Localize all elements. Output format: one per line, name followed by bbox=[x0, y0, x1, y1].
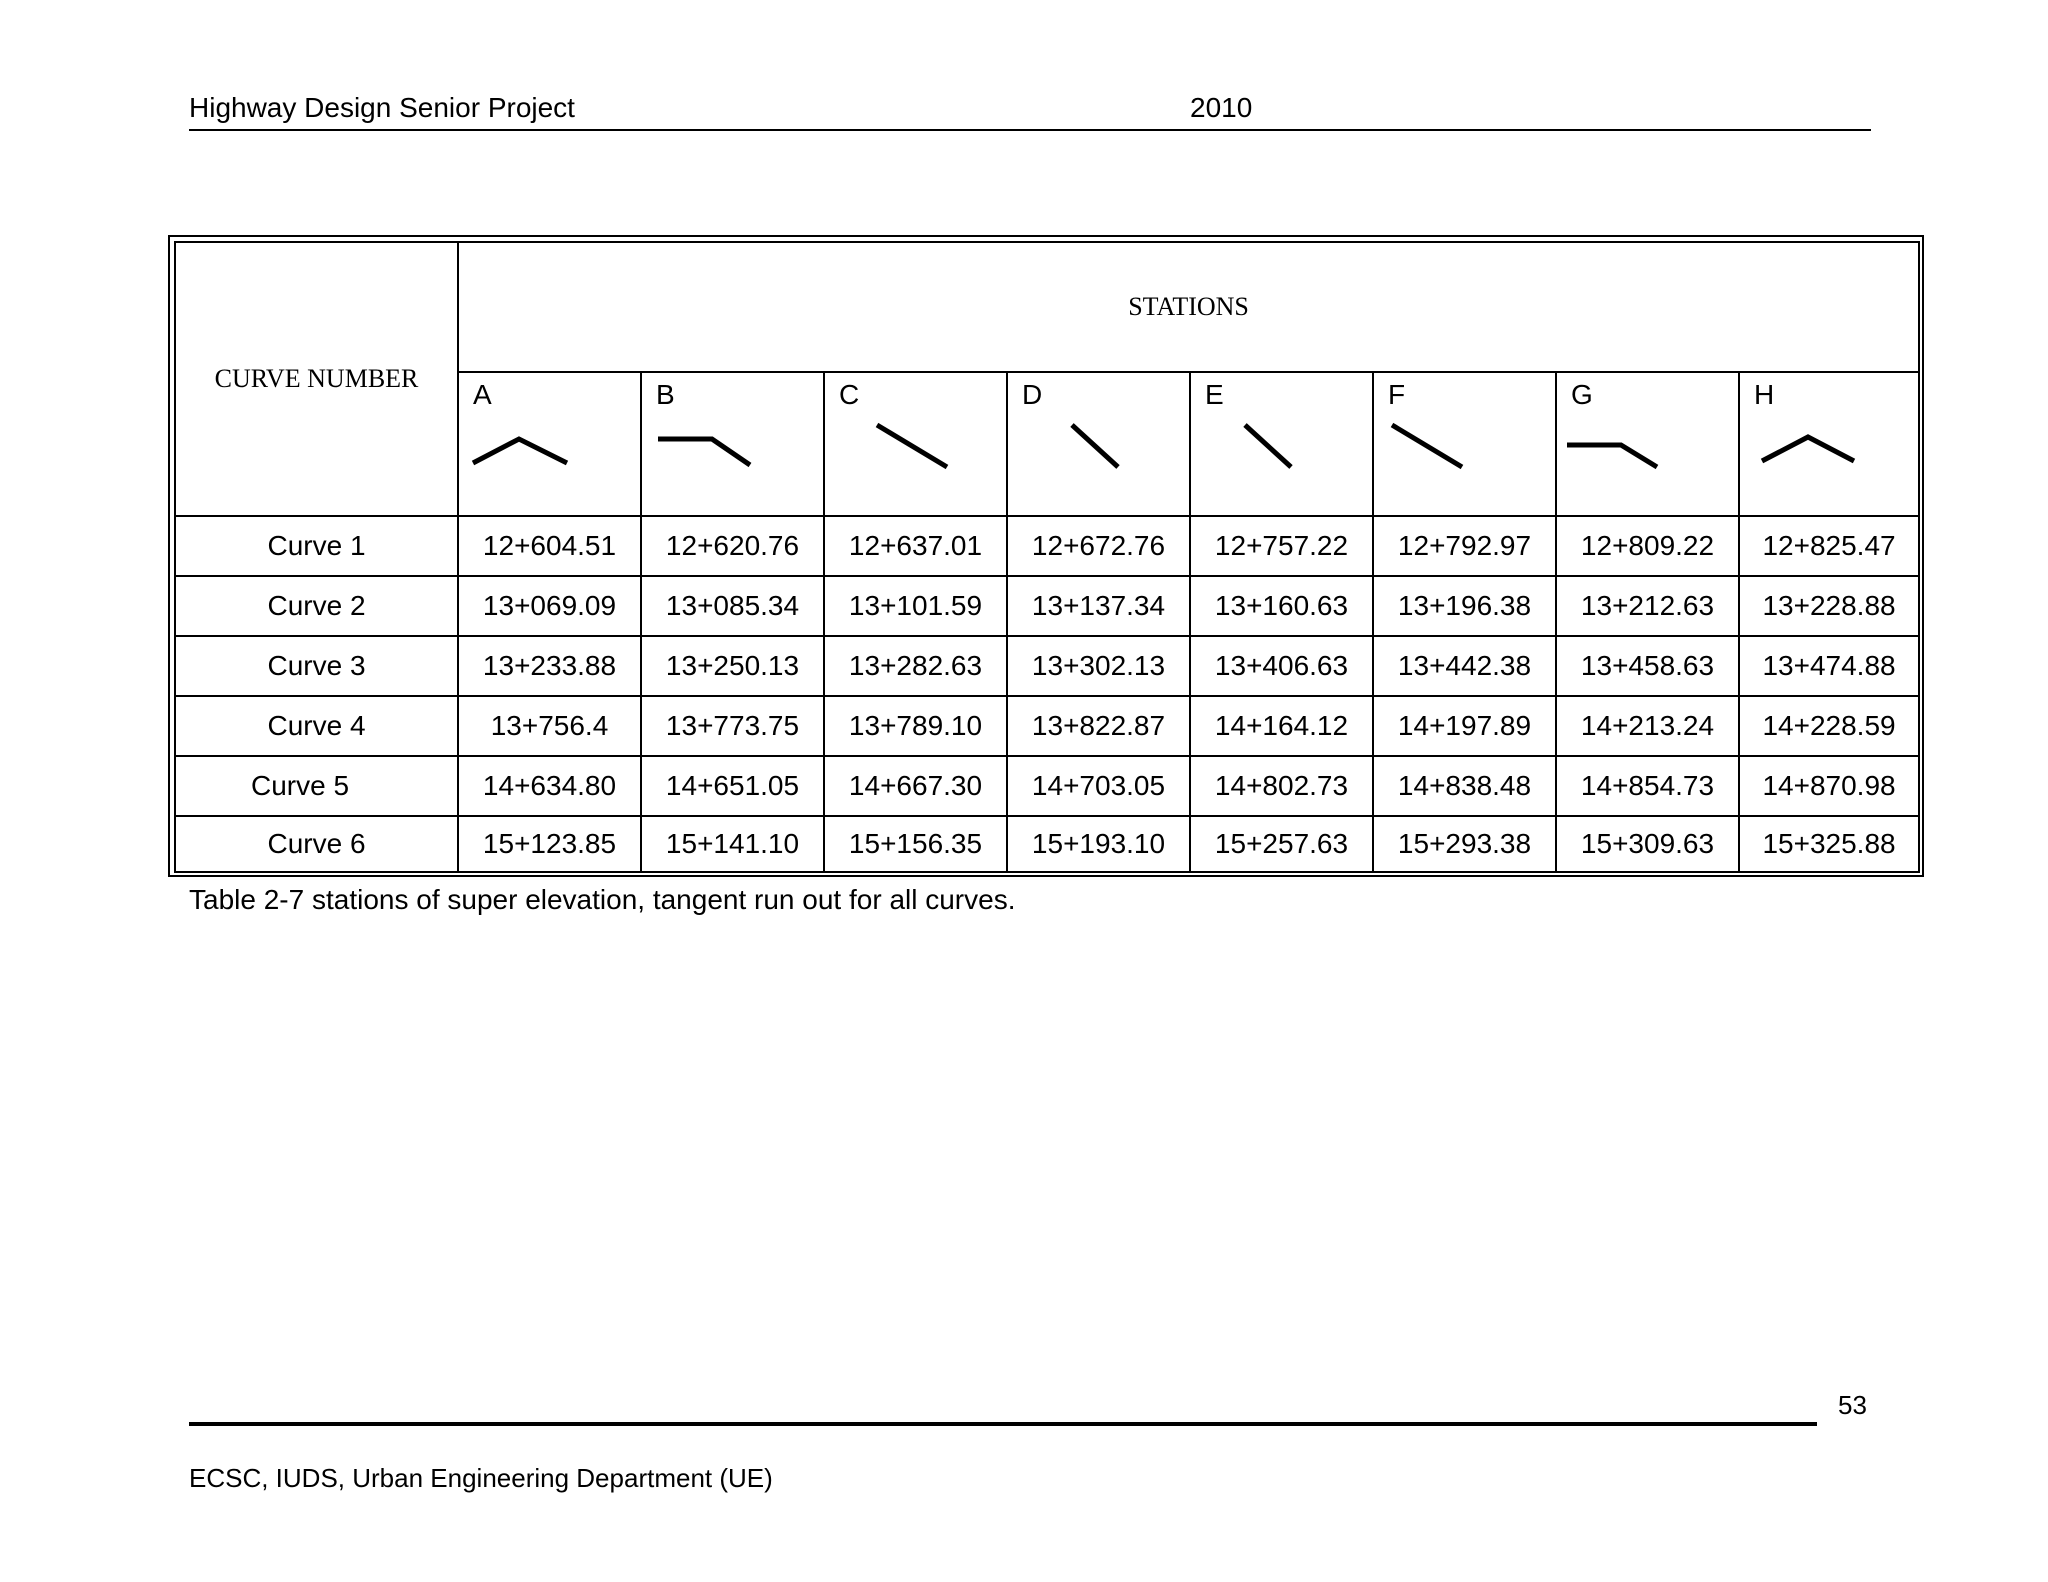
table-cell: 12+792.97 bbox=[1373, 516, 1556, 576]
column-header-g bbox=[1556, 372, 1739, 516]
column-header-e bbox=[1190, 372, 1373, 516]
flat-then-slope-icon bbox=[1557, 411, 1740, 511]
slope-down-icon bbox=[1008, 411, 1191, 511]
table-cell: 13+160.63 bbox=[1190, 576, 1373, 636]
row-label: Curve 4 bbox=[175, 696, 458, 756]
table-cell: 13+406.63 bbox=[1190, 636, 1373, 696]
table-cell: 12+604.51 bbox=[458, 516, 641, 576]
column-label: B bbox=[656, 379, 675, 410]
table-row bbox=[175, 516, 1919, 576]
table-cell: 13+773.75 bbox=[641, 696, 824, 756]
column-label: F bbox=[1388, 379, 1406, 410]
table-cell: 15+156.35 bbox=[824, 816, 1007, 872]
table-row bbox=[175, 816, 1919, 872]
row-label: Curve 6 bbox=[175, 816, 458, 872]
table-cell: 13+101.59 bbox=[824, 576, 1007, 636]
column-label: D bbox=[1022, 379, 1043, 410]
table-cell: 13+822.87 bbox=[1007, 696, 1190, 756]
column-label: A bbox=[473, 379, 492, 410]
table-cell: 13+474.88 bbox=[1739, 636, 1919, 696]
table-cell: 13+250.13 bbox=[641, 636, 824, 696]
table-cell: 14+854.73 bbox=[1556, 756, 1739, 816]
stations-table bbox=[174, 241, 1920, 873]
stations-header: STATIONS bbox=[458, 242, 1919, 372]
header-rule bbox=[189, 129, 1871, 131]
slope-down-icon bbox=[825, 411, 1008, 511]
table-row bbox=[175, 756, 1919, 816]
column-label: E bbox=[1205, 379, 1224, 410]
table-cell: 14+651.05 bbox=[641, 756, 824, 816]
column-header-f bbox=[1373, 372, 1556, 516]
column-header-a bbox=[458, 372, 641, 516]
table-cell: 14+164.12 bbox=[1190, 696, 1373, 756]
stations-table-frame bbox=[168, 235, 1924, 877]
table-row bbox=[175, 576, 1919, 636]
row-label: Curve 3 bbox=[175, 636, 458, 696]
column-label: C bbox=[839, 379, 860, 410]
table-cell: 13+228.88 bbox=[1739, 576, 1919, 636]
table-cell: 13+458.63 bbox=[1556, 636, 1739, 696]
table-cell: 14+197.89 bbox=[1373, 696, 1556, 756]
table-cell: 15+309.63 bbox=[1556, 816, 1739, 872]
table-cell: 12+825.47 bbox=[1739, 516, 1919, 576]
table-cell: 14+634.80 bbox=[458, 756, 641, 816]
table-cell: 14+802.73 bbox=[1190, 756, 1373, 816]
table-cell: 14+703.05 bbox=[1007, 756, 1190, 816]
table-cell: 15+293.38 bbox=[1373, 816, 1556, 872]
table-cell: 15+141.10 bbox=[641, 816, 824, 872]
table-cell: 13+069.09 bbox=[458, 576, 641, 636]
slope-down-icon bbox=[1374, 411, 1557, 511]
slope-down-icon bbox=[1191, 411, 1374, 511]
table-row bbox=[175, 636, 1919, 696]
table-cell: 12+809.22 bbox=[1556, 516, 1739, 576]
page-number: 53 bbox=[1838, 1390, 1867, 1420]
table-cell: 13+085.34 bbox=[641, 576, 824, 636]
table-cell: 15+193.10 bbox=[1007, 816, 1190, 872]
table-cell: 15+123.85 bbox=[458, 816, 641, 872]
row-label: Curve 1 bbox=[175, 516, 458, 576]
footer-rule bbox=[189, 1422, 1817, 1426]
crown-peak-icon bbox=[1740, 411, 1920, 511]
table-cell: 13+756.4 bbox=[458, 696, 641, 756]
row-label: Curve 5 bbox=[175, 756, 458, 816]
table-cell: 13+212.63 bbox=[1556, 576, 1739, 636]
column-header-d bbox=[1007, 372, 1190, 516]
table-cell: 15+325.88 bbox=[1739, 816, 1919, 872]
column-label: H bbox=[1754, 379, 1775, 410]
column-label: G bbox=[1571, 379, 1593, 410]
table-cell: 14+870.98 bbox=[1739, 756, 1919, 816]
table-cell: 14+838.48 bbox=[1373, 756, 1556, 816]
header-title: Highway Design Senior Project bbox=[189, 92, 575, 123]
crown-peak-icon bbox=[459, 411, 642, 511]
table-cell: 13+137.34 bbox=[1007, 576, 1190, 636]
table-cell: 13+442.38 bbox=[1373, 636, 1556, 696]
header-year: 2010 bbox=[1190, 92, 1253, 123]
curve-number-header: CURVE NUMBER bbox=[175, 242, 458, 516]
table-cell: 13+196.38 bbox=[1373, 576, 1556, 636]
column-header-c bbox=[824, 372, 1007, 516]
table-cell: 12+672.76 bbox=[1007, 516, 1190, 576]
table-cell: 13+789.10 bbox=[824, 696, 1007, 756]
table-cell: 15+257.63 bbox=[1190, 816, 1373, 872]
table-cell: 12+757.22 bbox=[1190, 516, 1373, 576]
table-cell: 12+620.76 bbox=[641, 516, 824, 576]
table-cell: 12+637.01 bbox=[824, 516, 1007, 576]
table-cell: 13+282.63 bbox=[824, 636, 1007, 696]
footer-text: ECSC, IUDS, Urban Engineering Department (UE) bbox=[189, 1463, 773, 1493]
flat-then-slope-icon bbox=[642, 411, 825, 511]
table-cell: 14+213.24 bbox=[1556, 696, 1739, 756]
row-label: Curve 2 bbox=[175, 576, 458, 636]
table-cell: 14+228.59 bbox=[1739, 696, 1919, 756]
column-header-b bbox=[641, 372, 824, 516]
table-cell: 13+233.88 bbox=[458, 636, 641, 696]
table-cell: 13+302.13 bbox=[1007, 636, 1190, 696]
table-cell: 14+667.30 bbox=[824, 756, 1007, 816]
column-header-h bbox=[1739, 372, 1919, 516]
table-row bbox=[175, 696, 1919, 756]
table-caption: Table 2-7 stations of super elevation, tangent run out for all curves. bbox=[189, 884, 1016, 915]
